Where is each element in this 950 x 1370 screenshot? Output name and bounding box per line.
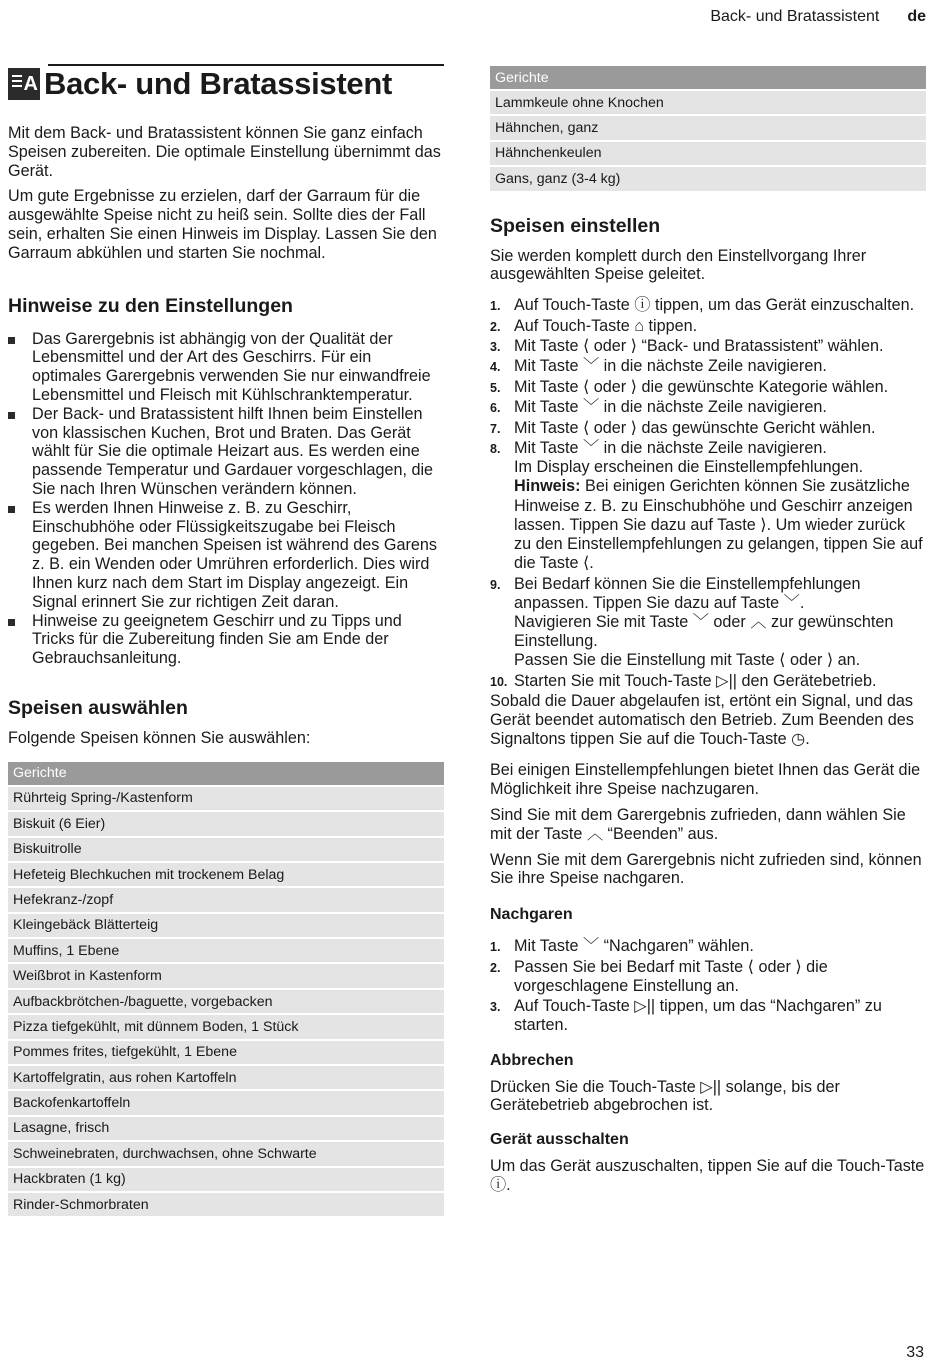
step-text: Mit Taste ⟨ oder ⟩ “Back- und Bratassistent” wählen. bbox=[514, 336, 884, 355]
table-row bbox=[490, 116, 926, 139]
step-item bbox=[490, 357, 926, 376]
table-row bbox=[8, 888, 444, 911]
table-row bbox=[8, 1193, 444, 1216]
step-text: Mit Taste ﹀ in die nächste Zeile navigieren. bbox=[514, 438, 827, 457]
step-text: Starten Sie mit Touch-Taste ▷|| den Gerätebetrieb. bbox=[514, 671, 877, 690]
step-item bbox=[490, 317, 926, 336]
table-row bbox=[490, 142, 926, 165]
section-heading bbox=[8, 66, 444, 102]
info-paragraph-1: Bei einigen Einstellempfehlungen bietet Ihnen das Gerät die Möglichkeit ihre Speise nachzugaren. bbox=[490, 761, 921, 799]
page-title: Back- und Bratassistent bbox=[44, 66, 392, 101]
step-item bbox=[490, 378, 926, 397]
step-note: Navigieren Sie mit Taste ﹀ oder ︿ zur gewünschten Einstellung. bbox=[514, 612, 894, 651]
table-row bbox=[8, 1117, 444, 1140]
hints-heading: Hinweise zu den Einstellungen bbox=[8, 294, 293, 317]
step-text: Mit Taste ﹀ in die nächste Zeile navigieren. bbox=[514, 398, 827, 417]
select-intro: Folgende Speisen können Sie auswählen: bbox=[8, 728, 311, 747]
table-row bbox=[8, 812, 444, 835]
set-heading: Speisen einstellen bbox=[490, 214, 661, 237]
table-row bbox=[8, 1142, 444, 1165]
step-number: 6. bbox=[490, 401, 501, 416]
step-number: 3. bbox=[490, 339, 501, 354]
table-row bbox=[8, 1041, 444, 1064]
table-row bbox=[490, 91, 926, 114]
step-number: 2. bbox=[490, 960, 501, 975]
steps-list bbox=[490, 296, 926, 691]
step-number: 1. bbox=[490, 299, 501, 314]
table-cell: Weißbrot in Kastenform bbox=[8, 964, 444, 987]
nachgaren-heading: Nachgaren bbox=[490, 906, 573, 924]
table-cell: Biskuit (6 Eier) bbox=[8, 812, 444, 835]
abbrechen-heading: Abbrechen bbox=[490, 1051, 574, 1069]
dishes-table bbox=[8, 760, 444, 1219]
step-number: 5. bbox=[490, 380, 501, 395]
table-row bbox=[8, 1015, 444, 1038]
table-cell: Pommes frites, tiefgekühlt, 1 Ebene bbox=[8, 1041, 444, 1064]
step-text: Bei Bedarf können Sie die Einstellempfehlungen anpassen. Tippen Sie dazu auf Taste ﹀. bbox=[514, 574, 861, 612]
step-number: 9. bbox=[490, 577, 501, 592]
table-cell: Rinder-Schmorbraten bbox=[8, 1193, 444, 1216]
step-text: Mit Taste ﹀ “Nachgaren” wählen. bbox=[514, 937, 754, 956]
step-text: Mit Taste ⟨ oder ⟩ die gewünschte Kategorie wählen. bbox=[514, 377, 889, 396]
running-header bbox=[710, 8, 926, 26]
table-row bbox=[8, 914, 444, 937]
table-row bbox=[8, 863, 444, 886]
ausschalten-text: Um das Gerät auszuschalten, tippen Sie auf die Touch-Taste ⓘ. bbox=[490, 1157, 925, 1195]
list-item: Der Back- und Bratassistent hilft Ihnen beim Einstellen von klassischen Kuchen, Brot und Braten. Das Gerät wählt für Sie die optimale Heizart aus. Es werden eine passende Temperatur und Gardauer vorgeschlagen, die Sie nach Ihren Wünschen verändern können. bbox=[8, 405, 444, 499]
table-cell: Aufbackbrötchen-/baguette, vorgebacken bbox=[8, 990, 444, 1013]
select-heading: Speisen auswählen bbox=[8, 696, 188, 719]
step-number: 3. bbox=[490, 1000, 501, 1015]
table-row bbox=[8, 939, 444, 962]
step-note: Passen Sie die Einstellung mit Taste ⟨ oder ⟩ an. bbox=[514, 651, 861, 670]
table-cell: Schweinebraten, durchwachsen, ohne Schwarte bbox=[8, 1142, 444, 1165]
step-item bbox=[490, 337, 926, 356]
step-text: Auf Touch-Taste ▷|| tippen, um das “Nachgaren” zu starten. bbox=[514, 997, 882, 1035]
step-text: Auf Touch-Taste ⌂ tippen. bbox=[514, 316, 698, 335]
assistant-icon: A bbox=[8, 68, 40, 100]
left-column bbox=[8, 64, 444, 1218]
table-cell: Hefeteig Blechkuchen mit trockenem Belag bbox=[8, 863, 444, 886]
table-cell: Backofenkartoffeln bbox=[8, 1091, 444, 1114]
table-cell: Pizza tiefgekühlt, mit dünnem Boden, 1 Stück bbox=[8, 1015, 444, 1038]
table-row bbox=[8, 787, 444, 810]
table-row bbox=[8, 990, 444, 1013]
after-steps-text: Sobald die Dauer abgelaufen ist, ertönt ein Signal, und das Gerät beendet automatisch den Betrieb. Zum Beenden des Signaltons tippen Sie auf die Touch-Taste ◷. bbox=[490, 692, 914, 748]
list-item: Hinweise zu geeignetem Geschirr und zu Tipps und Tricks für die Zubereitung finden Sie am Ende der Gebrauchsanleitung. bbox=[8, 612, 444, 668]
table-row bbox=[8, 1091, 444, 1114]
step-number: 1. bbox=[490, 940, 501, 955]
table-cell: Muffins, 1 Ebene bbox=[8, 939, 444, 962]
title-rule bbox=[48, 64, 444, 66]
step-item bbox=[490, 575, 926, 671]
intro-paragraph-1: Mit dem Back- und Bratassistent können Sie ganz einfach Speisen zubereiten. Die optimale Einstellung übernimmt das Gerät. bbox=[8, 124, 441, 180]
step-text: Auf Touch-Taste ⓘ tippen, um das Gerät einzuschalten. bbox=[514, 296, 915, 315]
dishes-table-continued bbox=[490, 64, 926, 193]
table-cell: Kartoffelgratin, aus rohen Kartoffeln bbox=[8, 1066, 444, 1089]
step-item bbox=[490, 672, 926, 691]
step-item bbox=[490, 997, 926, 1035]
right-column bbox=[490, 64, 926, 1202]
step-number: 10. bbox=[490, 674, 508, 689]
table-row bbox=[490, 167, 926, 190]
intro-paragraph-2: Um gute Ergebnisse zu erzielen, darf der Garraum für die ausgewählte Speise nicht zu heiß sein. Sollte dies der Fall sein, erhalten Sie einen Hinweis im Display. Lassen Sie den Garraum abkühlen und starten Sie nochmal. bbox=[8, 187, 437, 262]
ausschalten-heading: Gerät ausschalten bbox=[490, 1131, 629, 1149]
table-cell: Gans, ganz (3-4 kg) bbox=[490, 167, 926, 190]
step-item bbox=[490, 296, 926, 315]
table-cell: Hähnchen, ganz bbox=[490, 116, 926, 139]
table-row bbox=[8, 1168, 444, 1191]
set-intro: Sie werden komplett durch den Einstellvorgang Ihrer ausgewählten Speise geleitet. bbox=[490, 246, 867, 284]
step-number: 4. bbox=[490, 360, 501, 375]
nachgaren-steps bbox=[490, 937, 926, 1035]
table-cell: Kleingebäck Blätterteig bbox=[8, 914, 444, 937]
step-item bbox=[490, 439, 926, 573]
table-cell: Hähnchenkeulen bbox=[490, 142, 926, 165]
step-number: 8. bbox=[490, 441, 501, 456]
table-cell: Hefekranz-/zopf bbox=[8, 888, 444, 911]
list-item: Es werden Ihnen Hinweise z. B. zu Geschirr, Einschubhöhe oder Flüssigkeitszugabe bei Fleisch gegeben. Bei manchen Speisen ist während des Garens z. B. ein Wenden oder Umrühren erforderlich. Dies wird Ihnen kurz nach dem Start im Display angezeigt. Ein Signal erinnert Sie zur richtigen Zeit daran. bbox=[8, 499, 444, 612]
info-paragraph-3: Wenn Sie mit dem Garergebnis nicht zufrieden sind, können Sie ihre Speise nachgaren. bbox=[490, 850, 922, 888]
table-cell: Lasagne, frisch bbox=[8, 1117, 444, 1140]
table-cell: Hackbraten (1 kg) bbox=[8, 1168, 444, 1191]
step-item bbox=[490, 398, 926, 417]
step-number: 2. bbox=[490, 319, 501, 334]
hint-label: Hinweis: bbox=[514, 477, 581, 496]
table-cell: Lammkeule ohne Knochen bbox=[490, 91, 926, 114]
step-number: 7. bbox=[490, 421, 501, 436]
table-row bbox=[8, 838, 444, 861]
step-item bbox=[490, 419, 926, 438]
language-code: de bbox=[907, 8, 926, 25]
table-row bbox=[8, 1066, 444, 1089]
abbrechen-text: Drücken Sie die Touch-Taste ▷|| solange, bis der Gerätebetrieb abgebrochen ist. bbox=[490, 1077, 840, 1115]
hints-list bbox=[8, 330, 444, 668]
table-row bbox=[8, 964, 444, 987]
header-title: Back- und Bratassistent bbox=[710, 8, 880, 25]
page-number: 33 bbox=[906, 1344, 924, 1361]
step-item bbox=[490, 958, 926, 996]
table-cell: Rührteig Spring-/Kastenform bbox=[8, 787, 444, 810]
step-text: Mit Taste ﹀ in die nächste Zeile navigieren. bbox=[514, 357, 827, 376]
step-text: Mit Taste ⟨ oder ⟩ das gewünschte Gericht wählen. bbox=[514, 418, 876, 437]
table-header: Gerichte bbox=[8, 762, 444, 785]
step-item bbox=[490, 937, 926, 956]
hint-text: Bei einigen Gerichten können Sie zusätzliche Hinweise z. B. zu Einschubhöhe und Geschirr anzeigen lassen. Tippen Sie dazu auf Taste ⟩. Um wieder zurück zu den Einstellempfehlungen zu gelangen, tippen Sie auf die Taste ⟨. bbox=[514, 477, 923, 573]
step-note: Im Display erscheinen die Einstellempfehlungen. bbox=[514, 458, 864, 477]
table-cell: Biskuitrolle bbox=[8, 838, 444, 861]
info-paragraph-2: Sind Sie mit dem Garergebnis zufrieden, dann wählen Sie mit der Taste ︿ “Beenden” aus. bbox=[490, 806, 906, 843]
table-header: Gerichte bbox=[490, 66, 926, 89]
step-text: Passen Sie bei Bedarf mit Taste ⟨ oder ⟩ die vorgeschlagene Einstellung an. bbox=[514, 957, 828, 995]
list-item: Das Garergebnis ist abhängig von der Qualität der Lebensmittel und der Art des Geschirrs. Für ein optimales Garergebnis verwenden Sie nur einwandfreie Lebensmittel und Fleisch mit Kühlschranktemperatur. bbox=[8, 330, 444, 405]
